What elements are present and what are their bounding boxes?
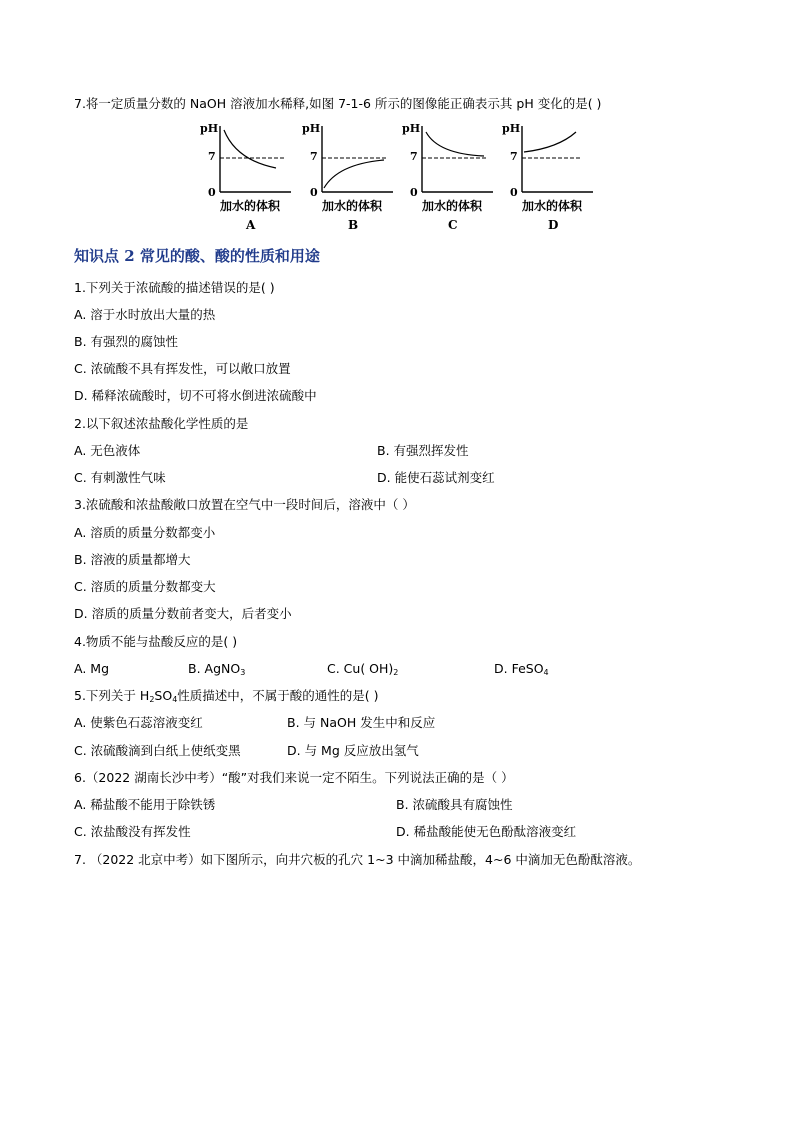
graph-a xyxy=(196,120,291,238)
s1-option-b: B. 有强烈的腐蚀性 xyxy=(74,334,179,349)
s1-stem: 1.下列关于浓硫酸的描述错误的是( ) xyxy=(74,280,275,295)
graph-d-xlabel: 加水的体积 xyxy=(522,199,583,213)
s6-option-d: D. 稀盐酸能使无色酚酞溶液变红 xyxy=(396,824,577,839)
question-7-stem: 7.将一定质量分数的 NaOH 溶液加水稀释,如图 7-1-6 所示的图像能正确表示其 pH 变化的是( ) xyxy=(74,96,602,111)
s2-stem: 2.以下叙述浓盐酸化学性质的是 xyxy=(74,416,249,431)
s3-option-d: D. 溶质的质量分数前者变大，后者变小 xyxy=(74,606,292,621)
s5-stem-pre: 5.下列关于 H xyxy=(74,688,150,703)
s6-stem: 6.（2022 湖南长沙中考）“酸”对我们来说一定不陌生。下列说法正确的是（ ） xyxy=(74,770,514,785)
s7-stem: 7. （2022 北京中考）如下图所示，向井穴板的孔穴 1~3 中滴加稀盐酸，4~6 中滴加无色酚酞溶液。 xyxy=(74,852,641,867)
graph-b-letter: B xyxy=(348,218,359,232)
s5-stem-mid: SO xyxy=(154,688,173,703)
graph-d xyxy=(498,120,593,238)
s3-option-b: B. 溶液的质量都增大 xyxy=(74,552,191,567)
s4-option-b-sub: 3 xyxy=(240,668,246,677)
s1-option-d: D. 稀释浓硫酸时，切不可将水倒进浓硫酸中 xyxy=(74,388,317,403)
graph-b-xlabel: 加水的体积 xyxy=(322,199,383,213)
s2-option-a: A. 无色液体 xyxy=(74,443,141,458)
s5-stem-sub1: 2 xyxy=(149,695,155,704)
graph-b-ylabel: pH xyxy=(302,122,321,135)
s4-stem: 4.物质不能与盐酸反应的是( ) xyxy=(74,634,238,649)
s6-option-a: A. 稀盐酸不能用于除铁锈 xyxy=(74,797,216,812)
s6-option-c: C. 浓盐酸没有挥发性 xyxy=(74,824,191,839)
s3-option-c: C. 溶质的质量分数都变大 xyxy=(74,579,216,594)
graph-d-ylabel: pH xyxy=(502,122,521,135)
graph-b-zero: 0 xyxy=(310,186,318,199)
s4-option-a: A. Mg xyxy=(74,661,109,676)
s4-option-c xyxy=(327,661,398,681)
s3-stem: 3.浓硫酸和浓盐酸敞口放置在空气中一段时间后，溶液中（ ） xyxy=(74,497,415,512)
ph-graphs xyxy=(196,120,616,238)
graph-a-zero: 0 xyxy=(208,186,216,199)
graph-c-letter: C xyxy=(448,218,458,232)
s5-stem-sub2: 4 xyxy=(172,695,178,704)
graph-c-seven: 7 xyxy=(410,150,418,163)
graph-c-zero: 0 xyxy=(410,186,418,199)
graph-d-zero: 0 xyxy=(510,186,518,199)
s5-option-c: C. 浓硫酸滴到白纸上使纸变黑 xyxy=(74,743,241,758)
s2-option-c: C. 有刺激性气味 xyxy=(74,470,166,485)
s6-option-b: B. 浓硫酸具有腐蚀性 xyxy=(396,797,513,812)
s5-stem xyxy=(74,688,379,708)
s4-option-d xyxy=(494,661,549,681)
section-heading: 知识点 2 常见的酸、酸的性质和用途 xyxy=(74,247,320,265)
s3-option-a: A. 溶质的质量分数都变小 xyxy=(74,525,216,540)
s4-option-c-text: C. Cu( OH) xyxy=(327,661,394,676)
s2-option-b: B. 有强烈挥发性 xyxy=(377,443,469,458)
graph-b-seven: 7 xyxy=(310,150,318,163)
s1-option-a: A. 溶于水时放出大量的热 xyxy=(74,307,216,322)
s5-option-a: A. 使紫色石蕊溶液变红 xyxy=(74,715,203,730)
graph-d-letter: D xyxy=(548,218,559,232)
s4-option-b-text: B. AgNO xyxy=(188,661,241,676)
graph-a-ylabel: pH xyxy=(200,122,219,135)
graph-c-ylabel: pH xyxy=(402,122,421,135)
graph-a-xlabel: 加水的体积 xyxy=(220,199,281,213)
graph-c xyxy=(398,120,493,238)
graph-a-letter: A xyxy=(246,218,256,232)
graph-b xyxy=(298,120,393,238)
s1-option-c: C. 浓硫酸不具有挥发性，可以敞口放置 xyxy=(74,361,291,376)
graph-d-seven: 7 xyxy=(510,150,518,163)
graph-a-seven: 7 xyxy=(208,150,216,163)
s4-option-b xyxy=(188,661,245,681)
s2-option-d: D. 能使石蕊试剂变红 xyxy=(377,470,495,485)
graph-c-xlabel: 加水的体积 xyxy=(422,199,483,213)
s4-option-c-sub: 2 xyxy=(393,668,399,677)
s4-option-d-text: D. FeSO xyxy=(494,661,544,676)
s5-option-d: D. 与 Mg 反应放出氢气 xyxy=(287,743,419,758)
s4-option-d-sub: 4 xyxy=(543,668,549,677)
s5-option-b: B. 与 NaOH 发生中和反应 xyxy=(287,715,436,730)
s5-stem-post: 性质描述中，不属于酸的通性的是( ) xyxy=(177,688,379,703)
